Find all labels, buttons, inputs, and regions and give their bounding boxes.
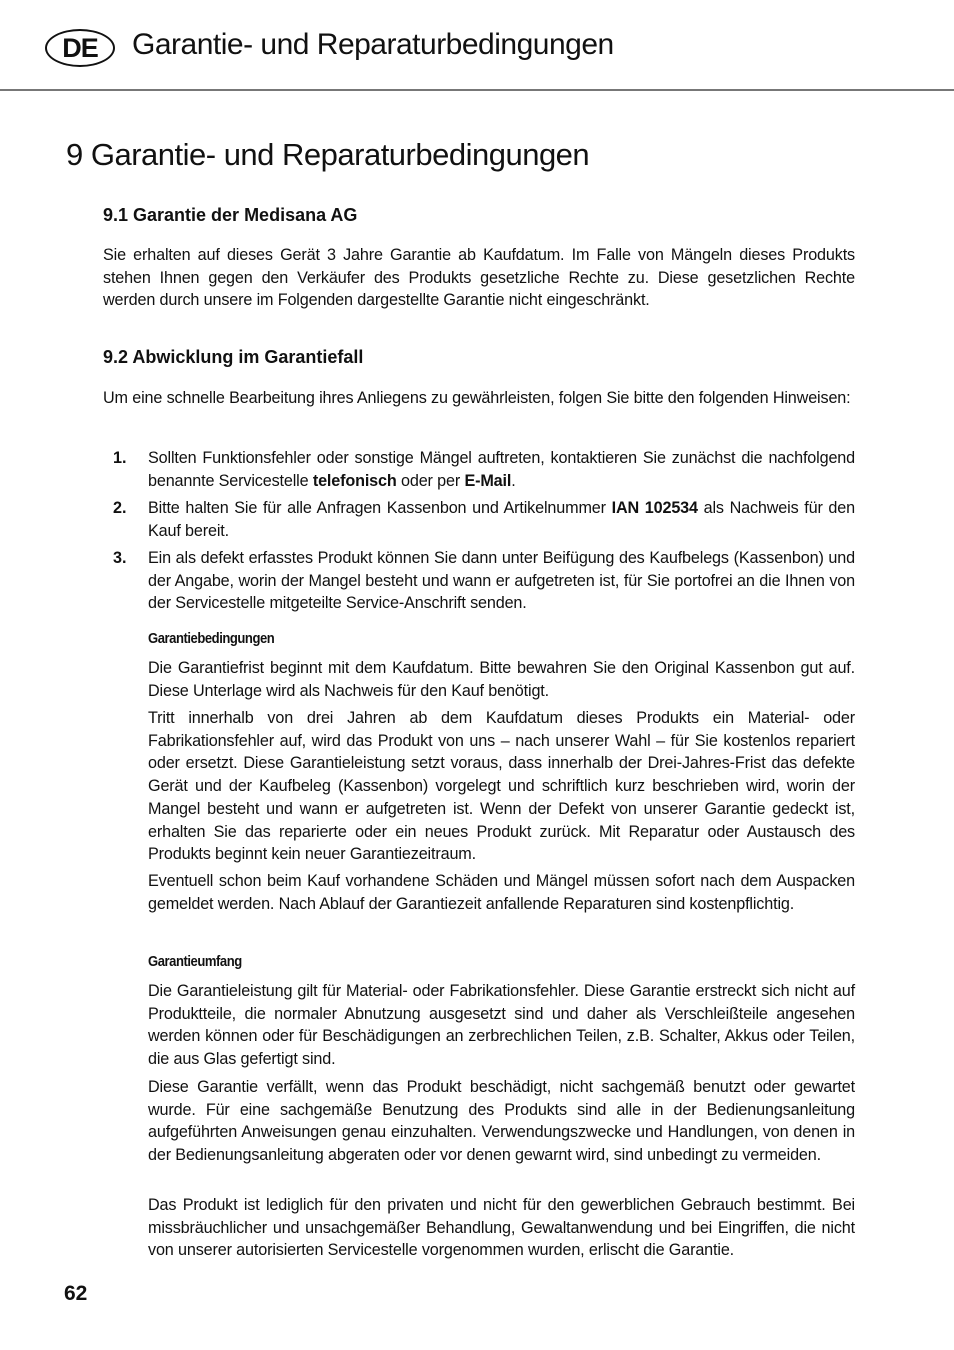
scope-paragraph: Die Garantieleistung gilt für Material- oder Fabrikationsfehler. Diese Garantie erstreckt sich nicht auf Produktteile, die normaler Abnutzung ausgesetzt sind und daher als Verschleißteile angesehen werden können oder für Beschädigungen an zerbrechlichen Teilen, z.B. Schalter, Akkus oder Teilen, die aus Glas gefertigt sind. xyxy=(148,982,855,1069)
conditions-paragraph: Die Garantiefrist beginnt mit dem Kaufdatum. Bitte bewahren Sie den Original Kassenbon gut auf. Diese Unterlage wird als Nachweis für den Kauf benötigt. xyxy=(148,659,855,700)
header-divider xyxy=(0,89,954,91)
step-1-text xyxy=(148,447,855,492)
conditions-paragraph: Tritt innerhalb von drei Jahren ab dem Kaufdatum dieses Produkts ein Material- oder Fabrikationsfehler auf, wird das Produkt von uns – nach unserer Wahl – für Sie kostenlos repariert oder ersetzt. Diese Garantieleistung setzt voraus, dass innerhalb der Drei-Jahres-Frist das defekte Gerät und der Kaufbeleg (Kassenbon) vorgelegt und schriftlich kurz beschrieben wird, worin der Mangel besteht und wann er aufgetreten ist. Wenn der Defekt von unserer Garantie gedeckt ist, erhalten Sie das reparierte oder ein neues Produkt zurück. Mit Reparatur oder Austausch des Produkts beginnt kein neuer Garantiezeitraum. xyxy=(148,709,855,864)
section-9-1-text: Sie erhalten auf dieses Gerät 3 Jahre Garantie ab Kaufdatum. Im Falle von Mängeln dieses Produkts stehen Ihnen gegen den Verkäufer des Produkts gesetzliche Rechte zu. Diese gesetzlichen Rechte werden durch unsere im Folgenden dargestellte Garantie nicht eingeschränkt. xyxy=(103,246,855,310)
step-bold-segment: telefonisch xyxy=(312,471,397,490)
conditions-paragraph: Eventuell schon beim Kauf vorhandene Schäden und Mängel müssen sofort nach dem Auspacken gemeldet werden. Nach Ablauf der Garantiezeit anfallende Reparaturen sind kostenpflichtig. xyxy=(148,872,855,913)
step-text-segment: Sollten Funktionsfehler oder sonstige Mängel auftreten, kontaktieren Sie zunächst die nachfolgend benannte Servicestelle xyxy=(148,449,855,490)
step-number: 3. xyxy=(113,549,127,567)
conditions-heading: Garantiebedingungen xyxy=(148,631,275,647)
step-number: 2. xyxy=(113,499,127,517)
page-number: 62 xyxy=(64,1282,88,1305)
section-heading-9-2: 9.2 Abwicklung im Garantiefall xyxy=(103,347,364,367)
scope-paragraph: Diese Garantie verfällt, wenn das Produkt beschädigt, nicht sachgemäß benutzt oder gewartet wurde. Für eine sachgemäße Benutzung des Produkts sind alle in der Bedienungsanleitung aufgeführten Anweisungen genau einzuhalten. Verwendungszwecke und Handlungen, von denen in der Bedienungsanleitung abgeraten oder vor denen gewarnt wird, sind unbedingt zu vermeiden. xyxy=(148,1078,855,1165)
scope-heading: Garantieumfang xyxy=(148,954,242,970)
section-9-2-intro: Um eine schnelle Bearbeitung ihres Anliegens zu gewährleisten, folgen Sie bitte den folgenden Hinweisen: xyxy=(103,389,851,407)
scope-paragraph: Das Produkt ist lediglich für den privaten und nicht für den gewerblichen Gebrauch bestimmt. Bei missbräuchlicher und unsachgemäßer Behandlung, Gewaltanwendung und bei Eingriffen, die nicht von unserer autorisierten Servicestelle vorgenommen wurden, erlischt die Garantie. xyxy=(148,1196,855,1260)
step-2-text xyxy=(148,497,855,542)
step-text-segment: Bitte halten Sie für alle Anfragen Kassenbon und Artikelnummer xyxy=(148,499,612,517)
chapter-title: 9 Garantie- und Reparaturbedingungen xyxy=(66,137,590,172)
step-text-segment: . xyxy=(511,471,516,490)
step-text-segment: als Nachweis für den Kauf bereit. xyxy=(148,499,855,540)
language-badge: DE xyxy=(45,29,115,67)
step-number: 1. xyxy=(113,449,127,467)
step-3-text: Ein als defekt erfasstes Produkt können Sie dann unter Beifügung des Kaufbelegs (Kassenbon) und der Angabe, worin der Mangel besteht und wann er aufgetreten ist, für Sie portofrei an die Ihnen von der Servicestelle mitgeteilte Service-Anschrift senden. xyxy=(148,549,855,613)
step-bold-segment: E-Mail xyxy=(464,471,512,490)
step-text-segment: oder per xyxy=(396,471,465,490)
step-bold-segment: IAN 102534 xyxy=(611,499,698,517)
running-header-title: Garantie- und Reparaturbedingungen xyxy=(132,28,614,61)
section-heading-9-1: 9.1 Garantie der Medisana AG xyxy=(103,205,358,225)
